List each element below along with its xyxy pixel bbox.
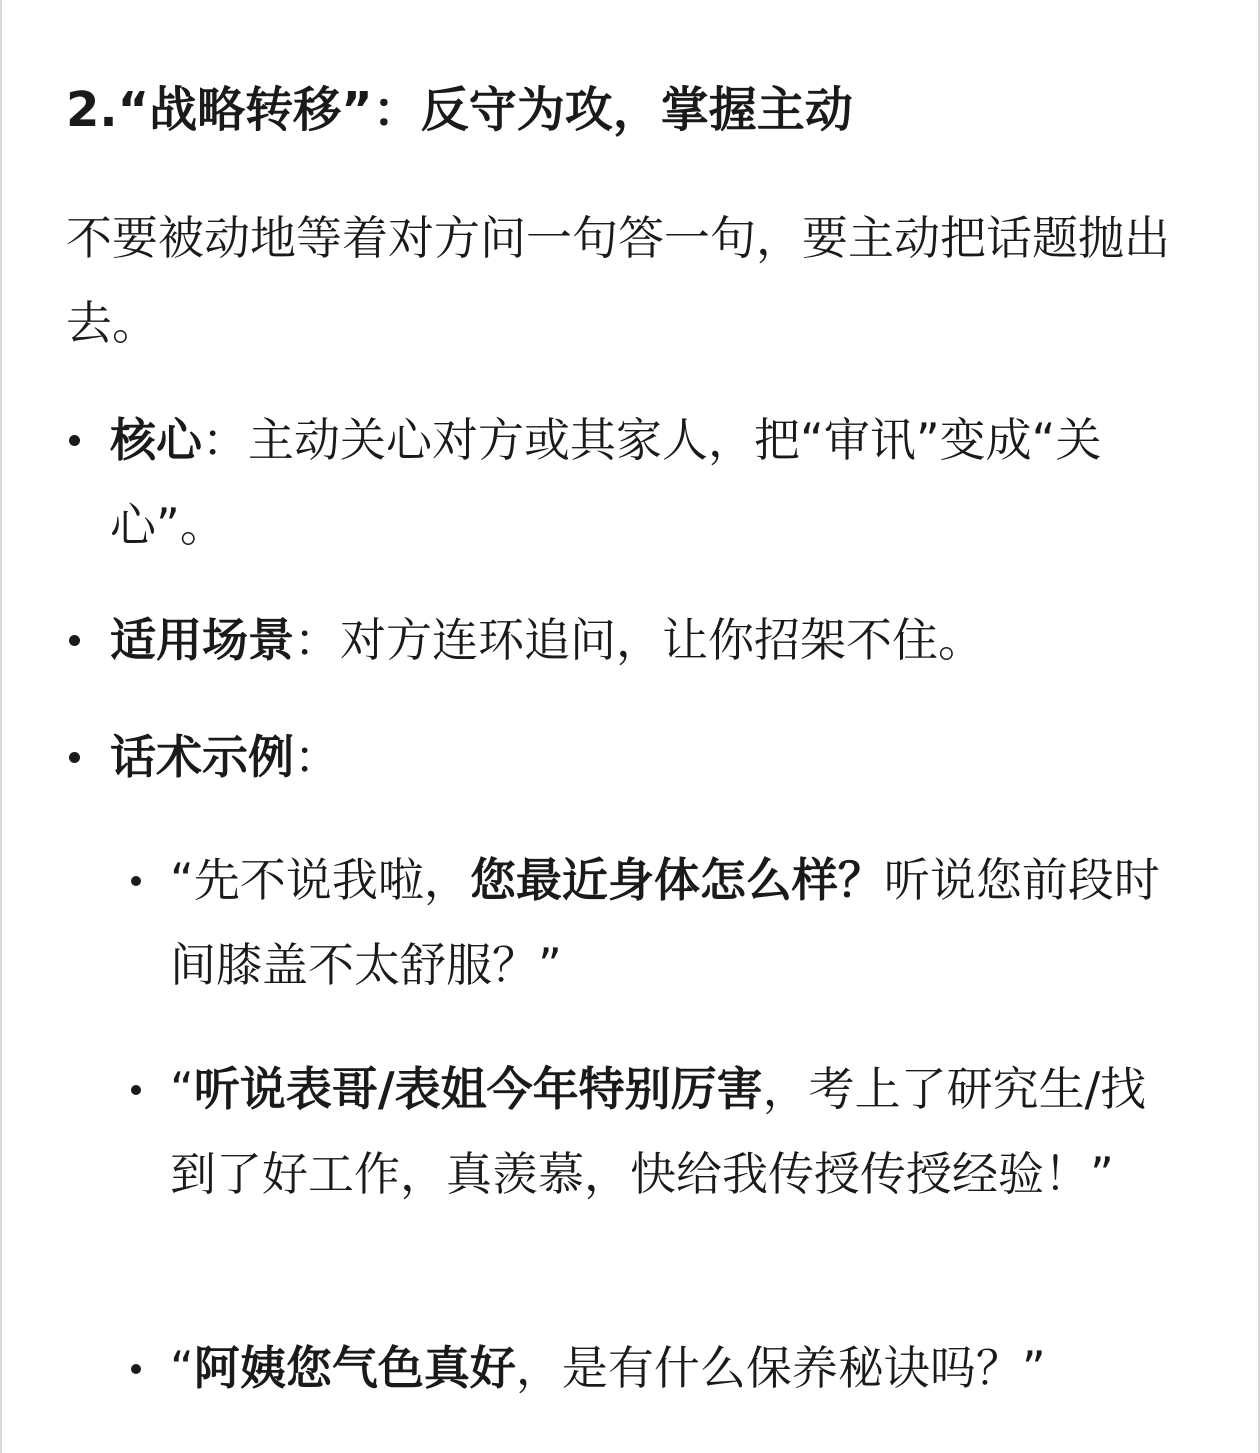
example-1-pre: “先不说我啦， bbox=[170, 853, 470, 907]
example-2-bold: 听说表哥/表姐今年特别厉害 bbox=[193, 1062, 763, 1116]
example-3-pre: “ bbox=[170, 1341, 194, 1395]
scene-label: 适用场景 bbox=[110, 613, 294, 667]
core-text: 主动关心对方或其家人，把“审讯”变成“关心”。 bbox=[110, 413, 1102, 552]
core-colon: ： bbox=[202, 413, 248, 467]
sub-bullet-dot bbox=[131, 1364, 141, 1374]
example-1-bold: 您最近身体怎么样？ bbox=[469, 853, 884, 907]
core-label: 核心 bbox=[110, 413, 202, 467]
scene-colon: ： bbox=[294, 613, 340, 667]
bullet-dot bbox=[69, 752, 80, 763]
section-heading: 2.“战略转移”：反守为攻，掌握主动 bbox=[66, 82, 853, 138]
example-2-pre: “ bbox=[170, 1062, 194, 1116]
scene-text: 对方连环追问，让你招架不住。 bbox=[340, 613, 984, 667]
example-2-post: ，考上了研究生/找到了好工作，真羡慕，快给我传授传授经验！” bbox=[170, 1062, 1147, 1201]
example-3-bold: 阿姨您气色真好 bbox=[193, 1341, 516, 1395]
example-3-post: ，是有什么保养秘诀吗？” bbox=[515, 1341, 1046, 1395]
examples-colon: ： bbox=[294, 730, 340, 784]
intro-paragraph: 不要被动地等着对方问一句答一句，要主动把话题抛出去。 bbox=[66, 211, 1170, 350]
sub-bullet-dot bbox=[131, 876, 141, 886]
examples-label: 话术示例 bbox=[110, 730, 294, 784]
sub-bullet-dot bbox=[131, 1085, 141, 1095]
bullet-dot bbox=[69, 635, 80, 646]
example-1-post: 听说您前段时间膝盖不太舒服？” bbox=[170, 853, 1160, 992]
bullet-dot bbox=[69, 435, 80, 446]
